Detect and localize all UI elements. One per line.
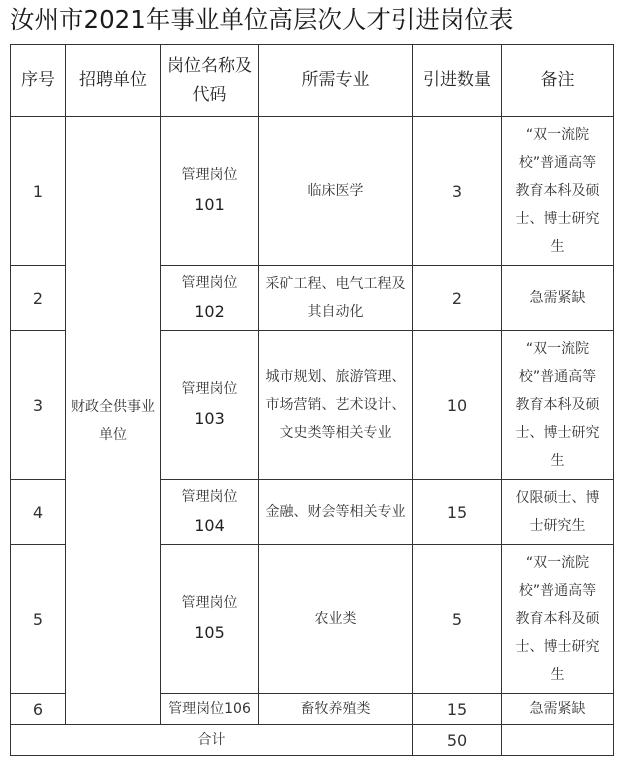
row-count: 5 (413, 545, 502, 694)
row-seq: 5 (11, 545, 66, 694)
row-major: 金融、财会等相关专业 (259, 480, 413, 545)
row-major: 采矿工程、电气工程及其自动化 (259, 266, 413, 331)
row-position (161, 117, 259, 266)
header-position: 岗位名称及代码 (161, 45, 259, 117)
row-position (161, 266, 259, 331)
row-notes: 仅限硕士、博士研究生 (502, 480, 614, 545)
header-seq: 序号 (11, 45, 66, 117)
row-count: 15 (413, 480, 502, 545)
header-unit: 招聘单位 (66, 45, 161, 117)
header-count: 引进数量 (413, 45, 502, 117)
row-count: 15 (413, 694, 502, 725)
position-name: 管理岗位 (181, 595, 238, 611)
position-name: 管理岗位 (181, 489, 238, 505)
position-code: 101 (194, 195, 225, 214)
row-seq: 6 (11, 694, 66, 725)
position-code: 102 (194, 302, 225, 321)
row-seq: 4 (11, 480, 66, 545)
row-count: 2 (413, 266, 502, 331)
row-notes: “双一流院校”普通高等教育本科及硕士、博士研究生 (502, 117, 614, 266)
row-seq: 3 (11, 331, 66, 480)
positions-table (10, 44, 614, 756)
unit-merged-cell: 财政全供事业单位 (66, 117, 161, 725)
row-major: 农业类 (259, 545, 413, 694)
row-major: 临床医学 (259, 117, 413, 266)
total-label: 合计 (11, 725, 413, 756)
row-position (161, 480, 259, 545)
row-count: 3 (413, 117, 502, 266)
total-notes-empty (502, 725, 614, 756)
position-code: 103 (194, 409, 225, 428)
total-value: 50 (413, 725, 502, 756)
table-row (11, 117, 614, 266)
total-row (11, 725, 614, 756)
row-seq: 1 (11, 117, 66, 266)
row-major: 城市规划、旅游管理、市场营销、艺术设计、文史类等相关专业 (259, 331, 413, 480)
row-count: 10 (413, 331, 502, 480)
row-position: 管理岗位106 (161, 694, 259, 725)
position-code: 105 (194, 623, 225, 642)
row-position (161, 331, 259, 480)
row-notes: “双一流院校”普通高等教育本科及硕士、博士研究生 (502, 545, 614, 694)
row-position (161, 545, 259, 694)
position-name: 管理岗位 (181, 167, 238, 183)
position-name: 管理岗位 (181, 275, 238, 291)
header-notes: 备注 (502, 45, 614, 117)
position-name: 管理岗位 (181, 381, 238, 397)
row-notes: 急需紧缺 (502, 266, 614, 331)
table-header-row (11, 45, 614, 117)
row-seq: 2 (11, 266, 66, 331)
page-title: 汝州市2021年事业单位高层次人才引进岗位表 (10, 5, 514, 34)
row-notes: 急需紧缺 (502, 694, 614, 725)
row-major: 畜牧养殖类 (259, 694, 413, 725)
header-major: 所需专业 (259, 45, 413, 117)
row-notes: “双一流院校”普通高等教育本科及硕士、博士研究生 (502, 331, 614, 480)
position-code: 104 (194, 516, 225, 535)
